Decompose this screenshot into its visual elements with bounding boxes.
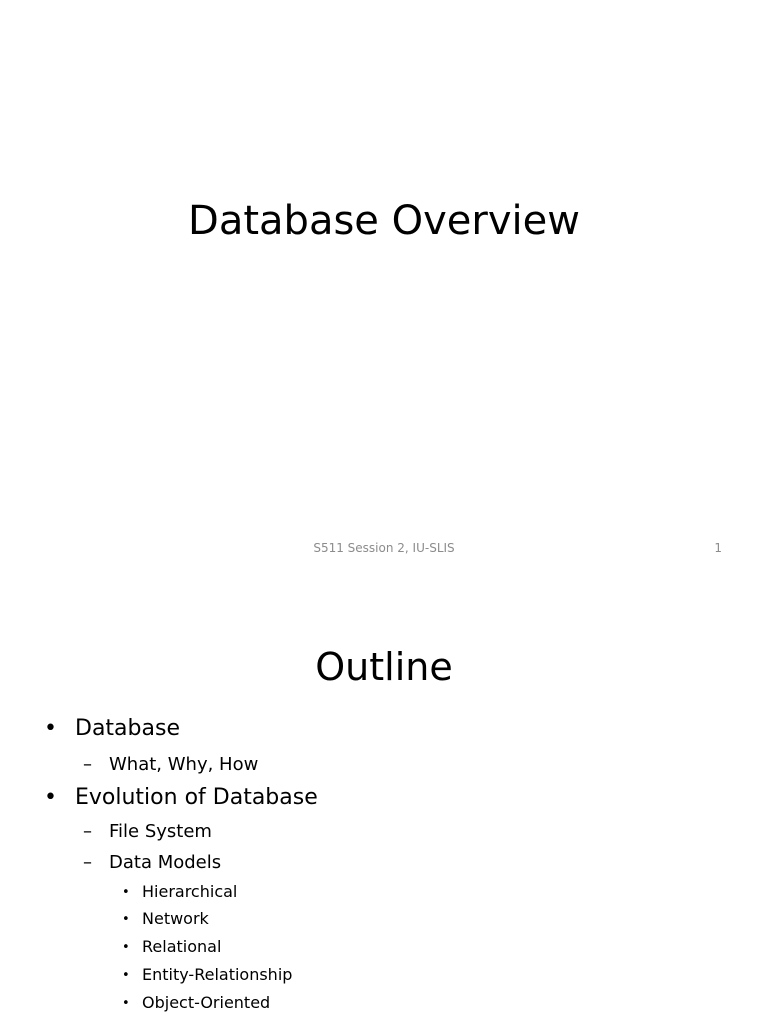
bullet-dot-icon: • xyxy=(122,968,130,983)
bullet-dot-icon: • xyxy=(44,716,57,741)
sub-sub-bullet-text: Network xyxy=(142,909,209,928)
sub-bullet-item xyxy=(83,752,258,778)
bullet-dot-icon: • xyxy=(122,940,130,955)
outline-title: Outline xyxy=(315,645,453,689)
bullet-text: Database xyxy=(75,716,180,741)
bullet-dot-icon: • xyxy=(122,996,130,1011)
bullet-text: Evolution of Database xyxy=(75,785,318,810)
bullet-item xyxy=(44,783,318,813)
sub-bullet-text: What, Why, How xyxy=(109,754,259,775)
sub-sub-bullet-item xyxy=(122,992,270,1015)
sub-sub-bullet-item xyxy=(122,908,209,931)
sub-sub-bullet-text: Object-Oriented xyxy=(142,993,271,1012)
slide-title: Database Overview xyxy=(188,198,580,244)
sub-sub-bullet-text: Hierarchical xyxy=(142,882,238,901)
sub-bullet-item xyxy=(83,819,212,845)
bullet-dot-icon: • xyxy=(122,885,130,900)
sub-sub-bullet-text: Entity-Relationship xyxy=(142,965,293,984)
bullet-dot-icon: • xyxy=(122,912,130,927)
slide-page-number: 1 xyxy=(714,541,722,555)
dash-icon: – xyxy=(83,821,92,842)
sub-sub-bullet-item xyxy=(122,936,221,959)
bullet-dot-icon: • xyxy=(44,785,57,810)
sub-sub-bullet-item xyxy=(122,881,237,904)
dash-icon: – xyxy=(83,754,92,775)
sub-bullet-text: Data Models xyxy=(109,852,222,873)
dash-icon: – xyxy=(83,852,92,873)
bullet-item xyxy=(44,714,180,744)
sub-sub-bullet-item xyxy=(122,964,292,987)
sub-sub-bullet-text: Relational xyxy=(142,937,222,956)
sub-bullet-item xyxy=(83,850,221,876)
sub-bullet-text: File System xyxy=(109,821,212,842)
outline-slide xyxy=(0,576,768,1024)
slide-footer: S511 Session 2, IU-SLIS xyxy=(313,541,455,555)
